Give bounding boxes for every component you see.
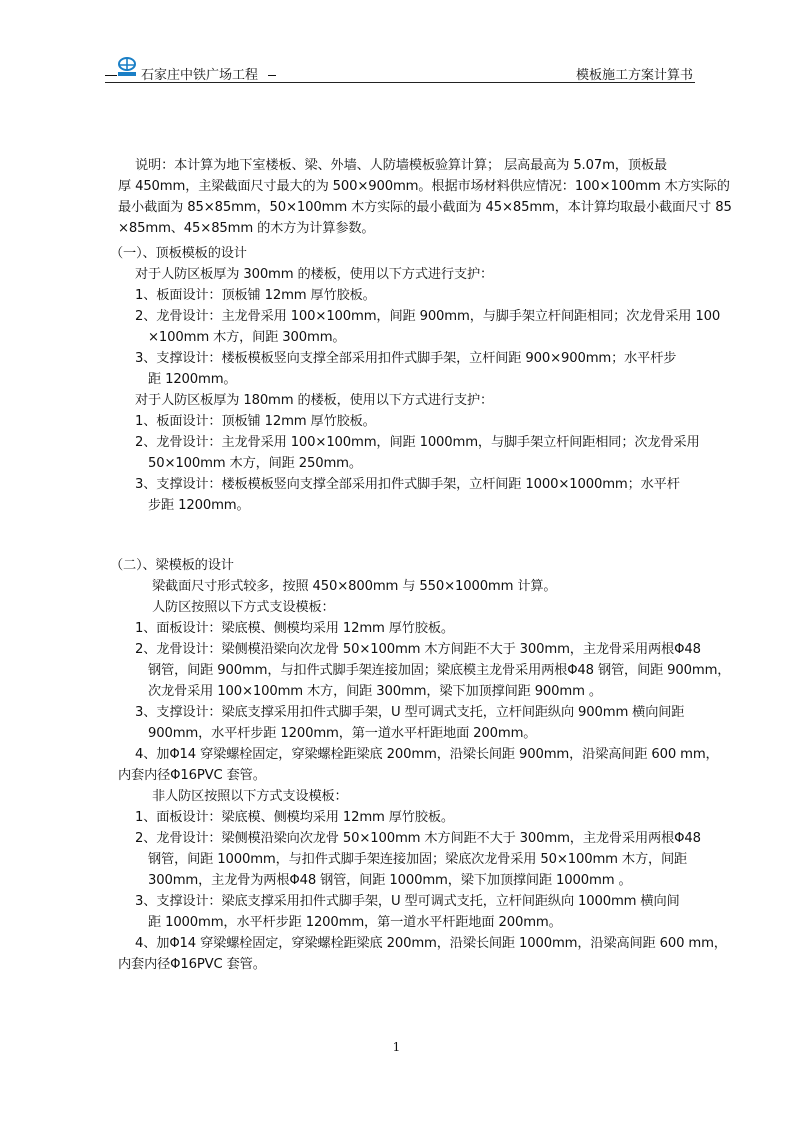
page-header: [105, 56, 695, 83]
list-item: 2、龙骨设计：主龙骨采用 100×100mm，间距 900mm，与脚手架立杆间距相同；次龙骨采用 100: [135, 309, 721, 324]
list-item-continuation: ×100mm 木方，间距 300mm。: [148, 330, 346, 345]
paragraph-line: 对于人防区板厚为 180mm 的楼板，使用以下方式进行支护：: [135, 393, 494, 408]
list-item-continuation: 内套内径Φ16PVC 套管。: [118, 768, 266, 783]
list-item-continuation: 钢管，间距 900mm，与扣件式脚手架连接加固；梁底模主龙骨采用两根Φ48 钢管，间距 900mm，: [148, 663, 731, 678]
list-item-continuation: 内套内径Φ16PVC 套管。: [118, 957, 266, 972]
paragraph-line: 对于人防区板厚为 300mm 的楼板，使用以下方式进行支护：: [135, 267, 494, 282]
page-number: 1: [392, 1040, 401, 1054]
list-item: 2、龙骨设计：梁侧模沿梁向次龙骨 50×100mm 木方间距不大于 300mm，主龙骨采用两根Φ48: [135, 831, 701, 846]
section-heading: （一）、顶板模板的设计: [110, 246, 247, 261]
list-item: 1、板面设计：顶板铺 12mm 厚竹胶板。: [135, 414, 376, 429]
list-item: 1、面板设计：梁底模、侧模均采用 12mm 厚竹胶板。: [135, 810, 454, 825]
list-item: 2、龙骨设计：主龙骨采用 100×100mm，间距 1000mm，与脚手架立杆间距相同；次龙骨采用: [135, 435, 700, 450]
list-item-continuation: 距 1000mm，水平杆步距 1200mm，第一道水平杆距地面 200mm。: [148, 915, 562, 930]
list-item: 1、面板设计：梁底模、侧模均采用 12mm 厚竹胶板。: [135, 621, 454, 636]
section-heading: （二）、梁模板的设计: [110, 558, 234, 573]
header-doc-title: 模板施工方案计算书: [575, 68, 693, 83]
paragraph-line: 厚 450mm，主梁截面尺寸最大的为 500×900mm。根据市场材料供应情况：100×100mm 木方实际的: [118, 179, 730, 194]
paragraph-line: 梁截面尺寸形式较多，按照 450×800mm 与 550×1000mm 计算。: [152, 579, 557, 594]
list-item: 3、支撑设计：梁底支撑采用扣件式脚手架，U 型可调式支托，立杆间距纵向 900mm 横向间距: [135, 705, 685, 720]
company-logo-icon: [115, 56, 139, 80]
list-item: 3、支撑设计：梁底支撑采用扣件式脚手架，U 型可调式支托，立杆间距纵向 1000mm 横向间: [135, 894, 680, 909]
list-item-continuation: 步距 1200mm。: [148, 498, 250, 513]
paragraph-line: 人防区按照以下方式支设模板：: [152, 600, 335, 615]
list-item-continuation: 距 1200mm。: [148, 372, 237, 387]
list-item: 4、加Φ14 穿梁螺栓固定，穿梁螺栓距梁底 200mm，沿梁长间距 900mm，沿梁高间距 600 mm，: [135, 747, 719, 762]
list-item: 4、加Φ14 穿梁螺栓固定，穿梁螺栓距梁底 200mm，沿梁长间距 1000mm，沿梁高间距 600 mm，: [135, 936, 727, 951]
list-item-continuation: 50×100mm 木方，间距 250mm。: [148, 456, 362, 471]
paragraph-line: 说明：本计算为地下室楼板、梁、外墙、人防墙模板验算计算； 层高最高为 5.07m，顶板最: [135, 158, 667, 173]
paragraph-line: 非人防区按照以下方式支设模板：: [152, 789, 348, 804]
project-title: 石家庄中铁广场工程: [141, 68, 259, 83]
list-item: 2、龙骨设计：梁侧模沿梁向次龙骨 50×100mm 木方间距不大于 300mm，主龙骨采用两根Φ48: [135, 642, 701, 657]
list-item-continuation: 900mm，水平杆步距 1200mm，第一道水平杆距地面 200mm。: [148, 726, 537, 741]
paragraph-line: 最小截面为 85×85mm，50×100mm 木方实际的最小截面为 45×85mm，本计算均取最小截面尺寸 85: [118, 200, 732, 215]
list-item: 3、支撑设计：楼板模板竖向支撑全部采用扣件式脚手架，立杆间距 900×900mm；水平杆步: [135, 351, 677, 366]
paragraph-line: ×85mm、45×85mm 的木方为计算参数。: [118, 221, 375, 236]
list-item: 1、板面设计：顶板铺 12mm 厚竹胶板。: [135, 288, 376, 303]
list-item-continuation: 300mm，主龙骨为两根Φ48 钢管，间距 1000mm，梁下加顶撑间距 1000mm 。: [148, 873, 632, 888]
list-item: 3、支撑设计：楼板模板竖向支撑全部采用扣件式脚手架，立杆间距 1000×1000mm；水平杆: [135, 477, 680, 492]
list-item-continuation: 钢管，间距 1000mm，与扣件式脚手架连接加固；梁底次龙骨采用 50×100mm 木方，间距: [148, 852, 688, 867]
list-item-continuation: 次龙骨采用 100×100mm 木方，间距 300mm，梁下加顶撑间距 900mm 。: [148, 684, 602, 699]
